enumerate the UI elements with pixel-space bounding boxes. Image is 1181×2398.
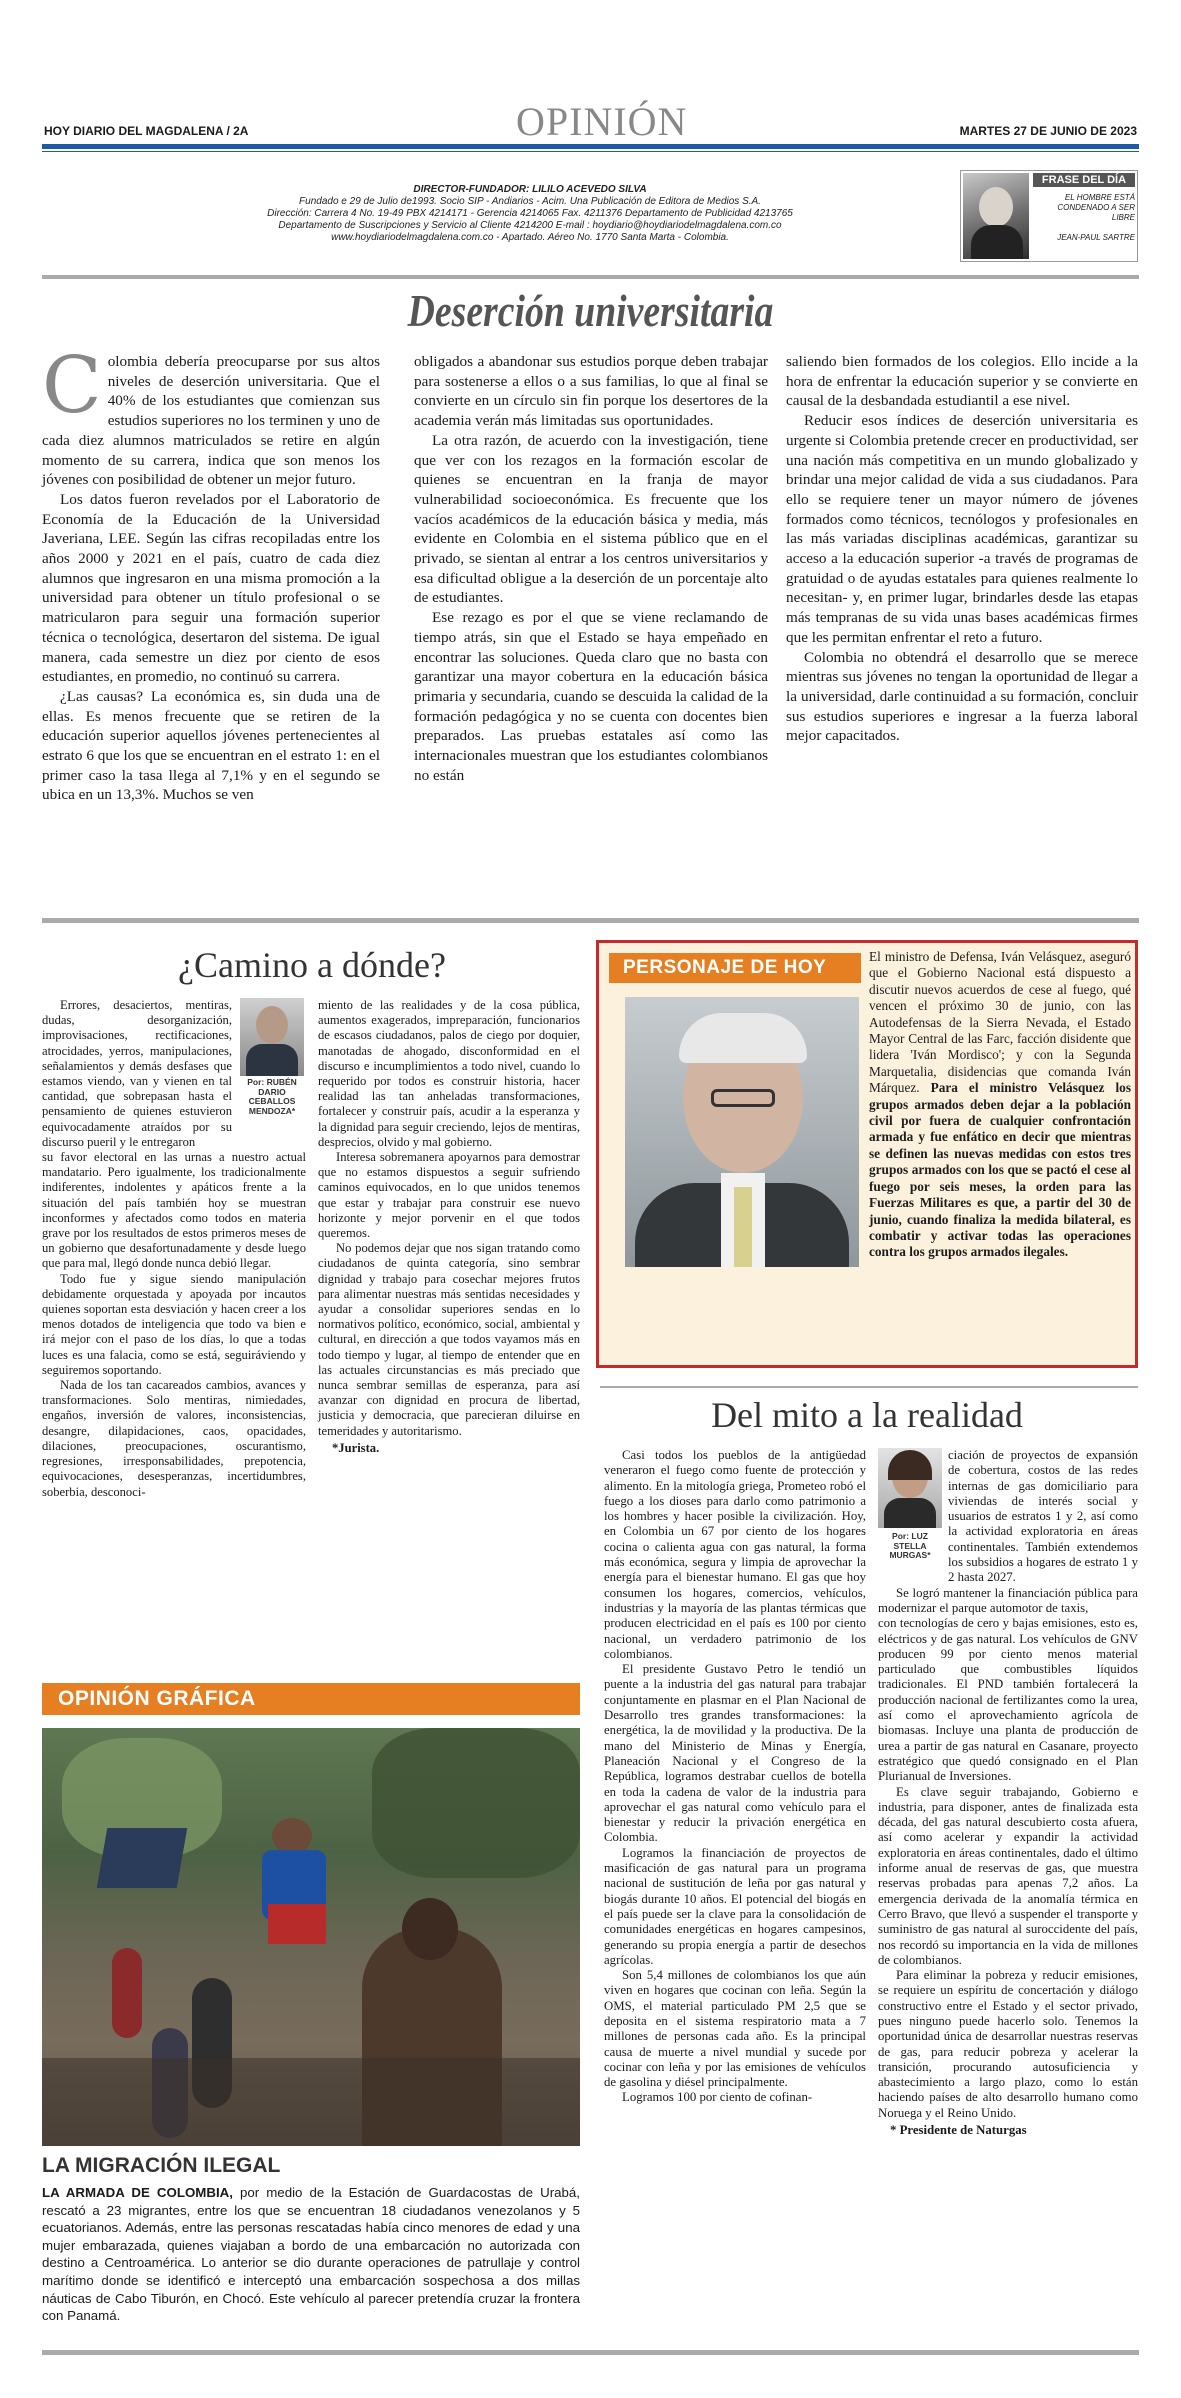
paragraph: Los datos fueron revelados por el Laboratorio de Economía de la Educación de la Universidad Javeriana, LEE. Según las cifras recopiladas entre los años 2000 y 2021 en el país, cuatro de cada diez alumnos que ingresaron en una misma promoción a la universidad para obtener un título profesional o se matricularon para seguir una formación superior técnica o tecnológica, desertaron del sistema. De igual manera, cada semestre un diez por ciento de esos estudiantes, en promedio, no continuó su carrera. bbox=[42, 490, 380, 686]
frase-box bbox=[960, 170, 1138, 262]
paragraph: Casi todos los pueblos de la antigüedad veneraron el fuego como fuente de protección y alimento. En la mitología griega, Prometeo robó el fuego a los dioses para darlo como patrimonio a los hombres y hacer posible la civilización. Hoy, en Colombia un 67 por ciento de los hogares cocina o calienta agua con gas natural, la forma más económica, segura y limpia de aprovechar la energía para el bienestar humano. El gas que hoy consumen los hogares, comercios, vehículos, industrias y la mayoría de las plantas térmicas que producen electricidad en el país es 100 por ciento nacional, un verdadero patrimonio de los colombianos. bbox=[604, 1448, 866, 1661]
paragraph: con tecnologías de cero y bajas emisiones, esto es, eléctricos y de gas natural. Los vehículos de GNV producen 99 por ciento menos material particulado que combustibles líquidos tradicionales. El PND también fortalecerá la producción nacional de fertilizantes como la urea, así como el aprovechamiento agrícola de biomasas. Incluye una planta de producción de urea a partir de gas natural en Casanare, proyecto estratégico que quedó consignado en el Plan Plurianual de Inversiones. bbox=[878, 1616, 1138, 1784]
editorial-col-3 bbox=[786, 352, 1138, 746]
paragraph: Logramos la financiación de proyectos de masificación de gas natural para un programa nacional de sustitución de leña por gas natural y biogás durante 10 años. El potencial del biogás en el país puede ser la clave para la consolidación de comunidades energéticas en hogares campesinos, generando su propia energía a partir de desechos agrícolas. bbox=[604, 1845, 866, 1967]
masthead-rule bbox=[42, 275, 1139, 279]
header-rule-thin bbox=[42, 151, 1139, 152]
camino-title: ¿Camino a dónde? bbox=[178, 945, 446, 985]
sartre-photo bbox=[963, 173, 1029, 259]
author-photo-ruben bbox=[238, 998, 306, 1116]
header-date: MARTES 27 DE JUNIO DE 2023 bbox=[959, 124, 1137, 138]
frase-quote: EL HOMBRE ESTÁ CONDENADO A SER LIBRE bbox=[1057, 193, 1135, 222]
paragraph: ¿Las causas? La económica es, sin duda una de ellas. Es menos frecuente que se retiren de la educación superior aquellos jóvenes pertenecientes al estrato 6 que los que se encuentran en el estrato 1: en el primer caso la tasa llega al 7,1% y en el segundo se ubica en un 13,3%. Muchos se ven bbox=[42, 687, 380, 804]
personaje-photo bbox=[625, 997, 859, 1267]
mito-byline: Por: LUZ STELLA MURGAS* bbox=[889, 1531, 931, 1560]
masthead-line: Fundado e 29 de Julio de1993. Socio SIP - Andiarios - Acim. Una Publicación de Editora de Medios S.A. bbox=[299, 196, 761, 207]
frase-label: FRASE DEL DÍA bbox=[1033, 173, 1135, 187]
editorial-col-1 bbox=[42, 341, 380, 805]
mito-title: Del mito a la realidad bbox=[711, 1395, 1023, 1435]
paragraph: ciación de proyectos de expansión de cobertura, costos de las redes internas de gas domiciliario para viviendas de interés social y usuarios de estratos 1 y 2, así como la actividad exploratoria en áreas continentales. También extendemos los subsidios a hogares de estrato 1 y 2 hasta 2027. bbox=[948, 1448, 1138, 1585]
editorial-col-2 bbox=[414, 352, 768, 785]
personaje-label: PERSONAJE DE HOY bbox=[609, 953, 861, 983]
masthead bbox=[140, 184, 920, 244]
grafica-lead: LA ARMADA DE COLOMBIA, bbox=[42, 2185, 233, 2200]
paragraph: olombia debería preocuparse por sus altos niveles de deserción universitaria. Que el 40% de los estudiantes que comienzan sus estudios superiores no los terminen y uno de cada diez alumnos matriculados se retire en algún momento de su carrera, indica que son menos los jóvenes con posibilidad de obtener un mejor futuro. bbox=[42, 353, 380, 489]
mito-col-2 bbox=[878, 1448, 1138, 2138]
footer-rule bbox=[42, 2350, 1139, 2355]
paragraph: miento de las realidades y de la cosa pública, aumentos exagerados, impreparación, funcionarios de escasos ciudadanos, palos de ciego por doquier, manotadas de ahogado, disconformidad en el discurso e incumplimientos a todo nivel, cuando lo requerido por todos es construir historia, hacer realidad las tan anheladas transformaciones, fortalecer y construir país, acudir a la esperanza y la dignidad para seguir creciendo, lejos de mentiras, desprecios, olvido y mal gobierno. bbox=[318, 998, 580, 1149]
paragraph: Son 5,4 millones de colombianos los que aún viven en hogares que cocinan con leña. Según la OMS, el material particulado PM 2,5 que se deposita en el sistema respiratorio mata a 7 millones de personas cada año. Es la principal causa de muerte a nivel mundial y sucede por cocinar con leña y por las emisiones de vehículos de gasolina y diésel principalmente. bbox=[604, 1968, 866, 2090]
drop-cap: C bbox=[42, 341, 102, 431]
masthead-line: Departamento de Suscripciones y Servicio al Cliente 4214200 E-mail : hoydiario@hoydiariodelmagdalena.com.co bbox=[278, 220, 782, 231]
masthead-line: www.hoydiariodelmagdalena.com.co - Apartado. Aéreo No. 1770 Santa Marta - Colombia. bbox=[331, 232, 729, 243]
personaje-text bbox=[869, 949, 1131, 1261]
migration-photo bbox=[42, 1728, 580, 2146]
grafica-body: por medio de la Estación de Guardacostas de Urabá, rescató a 23 migrantes, entre los que se encuentran 18 ciudadanos venezolanos y 5 ecuatorianos. Además, entre las personas rescatadas había cinco menores de edad y una mujer embarazada, quienes viajaban a bordo de una embarcación no autorizada con destino a Centroamérica. Lo anterior se dio durante operaciones de patrullaje y control marítimo donde se identificó e interceptó una embarcación sospechosa a dos millas náuticas de Cabo Tiburón, en Chocó. Este vehículo al parecer pretendía cruzar la frontera con Panamá. bbox=[42, 2185, 580, 2324]
personaje-plain: El ministro de Defensa, Iván Velásquez, aseguró que el Gobierno Nacional está dispuesto a discutir nuevos acuerdos de cese al fuego, qué vencen el próximo 30 de junio, con las Autodefensas de la Sierra Nevada, el Estado Mayor Central de las Farc, facción disidente que lidera 'Iván Mordisco'; y con la Segunda Marquetalia, disidencias que comanda Iván Márquez. bbox=[869, 949, 1131, 1096]
paragraph: saliendo bien formados de los colegios. Ello incide a la hora de enfrentar la educación superior y se convierte en causal de la desbandada estudiantil a ese nivel. bbox=[786, 353, 1138, 410]
section-title: OPINIÓN bbox=[516, 99, 688, 144]
paragraph: Se logró mantener la financiación pública para modernizar el parque automotor de taxis, bbox=[878, 1585, 1138, 1615]
mito-signature: * Presidente de Naturgas bbox=[890, 2123, 1027, 2138]
personaje-box bbox=[596, 940, 1138, 1368]
paragraph: Interesa sobremanera apoyarnos para demostrar que no estamos dispuestos a seguir sufriendo caminos equivocados, en lo que unidos tenemos que estar y trabajar para construir ese nuevo horizonte y mejor porvenir en el que todos queremos. bbox=[318, 1150, 580, 1241]
grafica-caption bbox=[42, 2184, 580, 2325]
author-photo-luz bbox=[878, 1448, 942, 1574]
camino-signature: *Jurista. bbox=[332, 1440, 380, 1455]
paragraph: Colombia no obtendrá el desarrollo que se merece mientras sus jóvenes no tengan la oportunidad de llegar a la universidad, darle continuidad a su formación, concluir sus estudios superiores e ingresar a la fuerza laboral mejor capacitados. bbox=[786, 648, 1138, 745]
personaje-bold: Para el ministro Velásquez los grupos armados deben dejar a la población civil por fuera de cualquier confrontación armada y fue enfático en decir que mientras se definen las nuevas medidas con estos tres grupos armados con los que se pactó el cese al fuego por seis meses, la orden para las Fuerzas Militares es que, a partir del 30 de junio, cuando finaliza la medida bilateral, es combatir y activar todas las operaciones contra los grupos armados ilegales. bbox=[869, 1080, 1131, 1260]
paragraph: Para eliminar la pobreza y reducir emisiones, se requiere un espíritu de concertación y diálogo constructivo entre el Estado y el sector privado, pues ninguno puede hacerlo solo. Tenemos la oportunidad única de desarrollar nuestras reservas de gas, para reducir pobreza y acelerar la transición, procurando autosuficiencia y abastecimiento a largo plazo, como lo están haciendo países de alto desarrollo humano como Noruega y el Reino Unido. bbox=[878, 1968, 1138, 2120]
paragraph: obligados a abandonar sus estudios porque deben trabajar para sostenerse a ellos o a sus familias, lo que al final se convierte en un círculo sin fin porque los desertores de la academia verán más limitadas sus oportunidades. bbox=[414, 353, 768, 430]
frase-author: JEAN-PAUL SARTRE bbox=[1057, 233, 1135, 242]
editorial-rule bbox=[42, 918, 1139, 923]
paragraph: Errores, desaciertos, mentiras, dudas, desorganización, improvisaciones, rectificaciones, atrocidades, yerros, manipulaciones, señalamientos y demás desfases que estamos viendo, van y vienen en tal cantidad, que sobrepasan hasta el pensamiento de quienes estuvieron equivocadamente atraídos por su discurso pueril y le entregaron bbox=[42, 998, 232, 1149]
camino-byline: Por: RUBÉN DARIO CEBALLOS MENDOZA* bbox=[247, 1077, 297, 1116]
camino-col-2 bbox=[318, 998, 580, 1456]
masthead-line: Dirección: Carrera 4 No. 19-49 PBX 4214171 - Gerencia 4214065 Fax. 4211376 Departamento de Publicidad 4213765 bbox=[267, 208, 793, 219]
editorial-title: Deserción universitaria bbox=[407, 285, 774, 336]
header-rule-blue bbox=[42, 144, 1139, 149]
grafica-label: OPINIÓN GRÁFICA bbox=[42, 1683, 580, 1715]
paragraph: Nada de los tan cacareados cambios, avances y transformaciones. Solo mentiras, nimiedades, engaños, inversión de valores, inconsistencias, desangre, dilapidaciones, caos, opacidades, dilaciones, preocupaciones, oscurantismo, regresiones, irresponsabilidades, prepotencia, equivocaciones, desesperanzas, incertidumbres, soberbia, desconoci- bbox=[42, 1378, 306, 1499]
camino-col-1 bbox=[42, 998, 306, 1500]
paragraph: Logramos 100 por ciento de cofinan- bbox=[622, 2090, 813, 2105]
mito-col-1 bbox=[604, 1448, 866, 2106]
paragraph: No podemos dejar que nos sigan tratando como ciudadanos de quinta categoría, sino sembrar dignidad y trabajo para cosechar mejores frutos para alimentar nuestras más sentidas necesidades y ayudar a consolidar superiores sendas en lo normativos político, económico, social, ambiental y cultural, en dirección a que todos vayamos más en todo tiempo y lugar, al tiempo de entender que en las actuales circunstancias es más preciado que nunca sembrar semillas de esperanza, para así avanzar con dignidad en procura de libertad, justicia y democracia, que parecieran diluirse en temeridades y autoritarismo. bbox=[318, 1241, 580, 1438]
paragraph: El presidente Gustavo Petro le tendió un puente a la industria del gas natural para trabajar conjuntamente en plasmar en el Plan Nacional de Desarrollo tres grandes transformaciones: la energética, la de movilidad y la productiva. De la mano del Ministerio de Minas y Energía, Planeación Nacional y el Congreso de la República, logramos destrabar cuellos de botella en toda la cadena de valor de la industria para aprovechar el gas natural como vehículo para el bienestar y reducir la privación energética en Colombia. bbox=[604, 1662, 866, 1845]
mito-rule bbox=[600, 1386, 1138, 1388]
paragraph: Todo fue y sigue siendo manipulación debidamente orquestada y apoyada por incautos quienes soportan esta desviación y hacen creer a los menos dotados de inteligencia que todo va bien e irá mejor con el paso de los días, lo que a todas luces es una falacia, como se está, seguiráviendo y seguiremos soportando. bbox=[42, 1271, 306, 1377]
paragraph: La otra razón, de acuerdo con la investigación, tiene que ver con los rezagos en la formación escolar de quienes se encuentran en la franja de mayor vulnerabilidad socioeconómica. Es frecuente que los vacíos académicos de la educación básica y media, más evidente en Colombia en el sistema público que en el privado, se sientan al entrar a los centros universitarios y esa dificultad obligue a la deserción de un porcentaje alto de estudiantes. bbox=[414, 431, 768, 607]
paragraph: Reducir esos índices de deserción universitaria es urgente si Colombia pretende crecer en productividad, ser una nación más competitiva en un mundo globalizado y brindar una mejor calidad de vida a sus ciudadanos. Para ello se requiere tener un mayor número de jóvenes formados como técnicos, tecnólogos y profesionales en las más variadas disciplinas académicas, garantizar su acceso a la educación superior -a través de programas de gratuidad o de ayudas estatales para quienes realmente lo necesitan- y, en primer lugar, brindarles desde las etapas más tempranas de su vida unas bases académicas firmes que les permitan enfrentar el reto a futuro. bbox=[786, 412, 1138, 646]
paragraph: Es clave seguir trabajando, Gobierno e industria, para disponer, antes de finalizada esta década, del gas natural descubierto costa afuera, así como acelerar y expandir la actividad exploratoria en áreas continentales, dado el último informe anual de reservas de gas, que muestra reservas probadas para apenas 7,2 años. La emergencia derivada de la anomalía térmica en Cerro Bravo, que llevó a suspender el transporte y suministro de gas natural al suroccidente del país, nos recordó su importancia en la vida de millones de colombianos. bbox=[878, 1784, 1138, 1967]
masthead-director: DIRECTOR-FUNDADOR: LILILO ACEVEDO SILVA bbox=[413, 184, 647, 195]
grafica-headline: LA MIGRACIÓN ILEGAL bbox=[42, 2154, 281, 2177]
paragraph: su favor electoral en las urnas a nuestro actual mandatario. Pero igualmente, los tradicionalmente indiferentes, indolentes y apáticos frente a la situación del país también hoy se muestran inconformes y afectados como todos en materia grave por los resultados de estos primeros meses de un gobierno que desafortunadamente y desde luego que para mal, llegó donde nunca debió llegar. bbox=[42, 1150, 306, 1271]
header-left: HOY DIARIO DEL MAGDALENA / 2A bbox=[44, 124, 249, 138]
paragraph: Ese rezago es por el que se viene reclamando de tiempo atrás, sin que el Estado se haya empeñado en encontrar las soluciones. Queda claro que no basta con garantizar una mayor cobertura en la educación básica primaria y secundaria, cuando se descuida la calidad de la formación pedagógica y no se cuenta con docentes bien preparados. Las pruebas estatales así como las internacionales muestran que los estudiantes colombianos no están bbox=[414, 609, 768, 784]
